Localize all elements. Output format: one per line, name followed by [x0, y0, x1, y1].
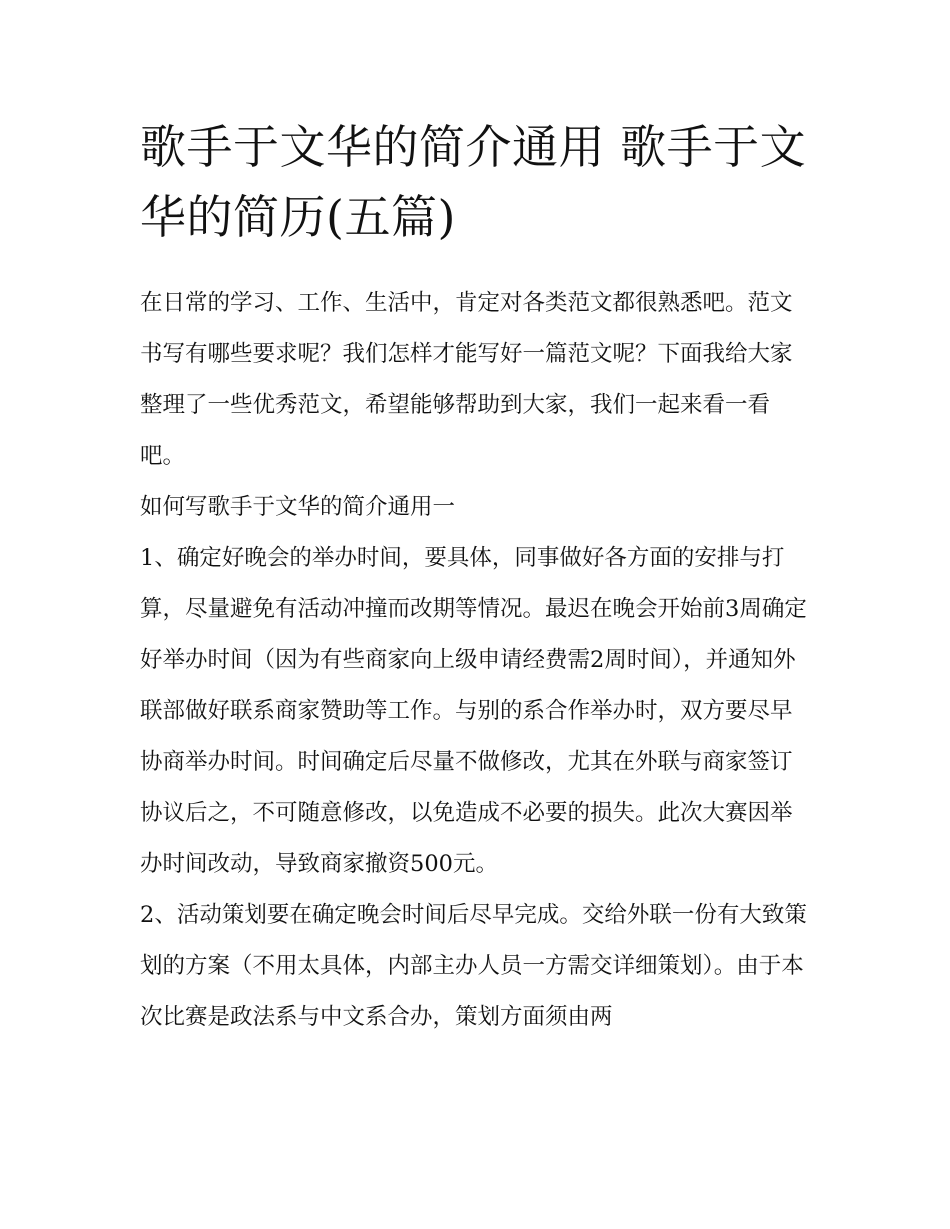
- item-paragraph-1: 1、确定好晚会的举办时间，要具体，同事做好各方面的安排与打算，尽量避免有活动冲撞而改期等情况。最迟在晚会开始前3周确定好举办时间（因为有些商家向上级申请经费需2周时间），并通知外联部做好联系商家赞助等工作。与别的系合作举办时，双方要尽早协商举办时间。时间确定后尽量不做修改，尤其在外联与商家签订协议后之，不可随意修改，以免造成不必要的损失。此次大赛因举办时间改动，导致商家撤资500元。: [140, 545, 807, 877]
- document-body: [140, 278, 812, 1043]
- section-heading: 如何写歌手于文华的简介通用一: [140, 494, 456, 520]
- item-paragraph-2: 2、活动策划要在确定晚会时间后尽早完成。交给外联一份有大致策划的方案（不用太具体，内部主办人员一方需交详细策划）。由于本次比赛是政法系与中文系合办，策划方面须由两: [140, 902, 807, 1030]
- document-title: 歌手于文华的简介通用 歌手于文华的简历(五篇): [140, 120, 807, 244]
- intro-paragraph: 在日常的学习、工作、生活中，肯定对各类范文都很熟悉吧。范文书写有哪些要求呢？我们怎样才能写好一篇范文呢？下面我给大家整理了一些优秀范文，希望能够帮助到大家，我们一起来看一看吧。: [140, 290, 793, 469]
